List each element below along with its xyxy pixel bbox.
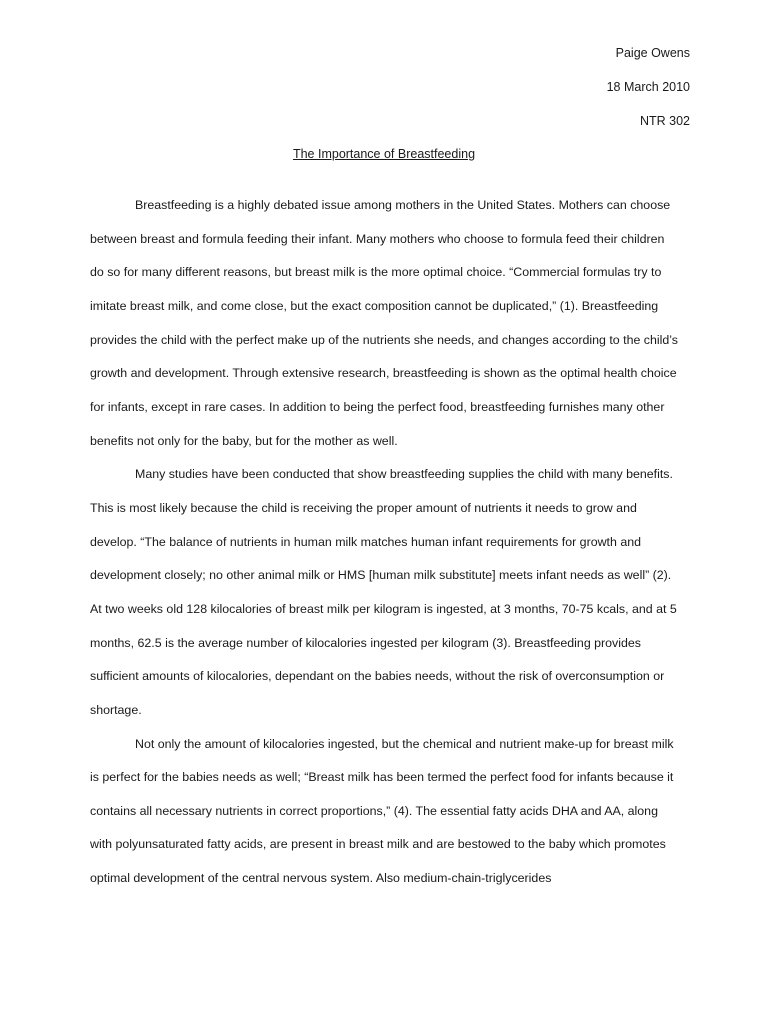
author-name: Paige Owens xyxy=(615,46,690,60)
paragraph-2: Many studies have been conducted that show breastfeeding supplies the child with many benefits. This is most likely because the child is receiving the proper amount of nutrients it needs to grow and develop. “The balance of nutrients in human milk matches human infant requirements for growth and development closely; no other animal milk or HMS [human milk substitute] meets infant needs as well” (2). At two weeks old 128 kilocalories of breast milk per kilogram is ingested, at 3 months, 70-75 kcals, and at 5 months, 62.5 is the average number of kilocalories ingested per kilogram (3). Breastfeeding provides sufficient amounts of kilocalories, dependant on the babies needs, without the risk of overconsumption or shortage. xyxy=(90,467,677,717)
paragraph-1: Breastfeeding is a highly debated issue among mothers in the United States. Mothers can choose between breast and formula feeding their infant. Many mothers who choose to formula feed their children do so for many different reasons, but breast milk is the more optimal choice. “Commercial formulas try to imitate breast milk, and come close, but the exact composition cannot be duplicated,” (1). Breastfeeding provides the child with the perfect make up of the nutrients she needs, and changes according to the child’s growth and development. Through extensive research, breastfeeding is shown as the optimal health choice for infants, except in rare cases. In addition to being the perfect food, breastfeeding furnishes many other benefits not only for the baby, but for the mother as well. xyxy=(90,198,678,448)
document-body xyxy=(90,189,680,896)
course-code: NTR 302 xyxy=(639,114,690,128)
document-title: The Importance of Breastfeeding xyxy=(292,147,476,161)
paragraph-3: Not only the amount of kilocalories ingested, but the chemical and nutrient make-up for breast milk is perfect for the babies needs as well; “Breast milk has been termed the perfect food for infants because it contains all necessary nutrients in correct proportions,” (4). The essential fatty acids DHA and AA, along with polyunsaturated fatty acids, are present in breast milk and are bestowed to the baby which promotes optimal development of the central nervous system. Also medium-chain-triglycerides xyxy=(90,736,674,886)
document-date: 18 March 2010 xyxy=(606,80,690,94)
